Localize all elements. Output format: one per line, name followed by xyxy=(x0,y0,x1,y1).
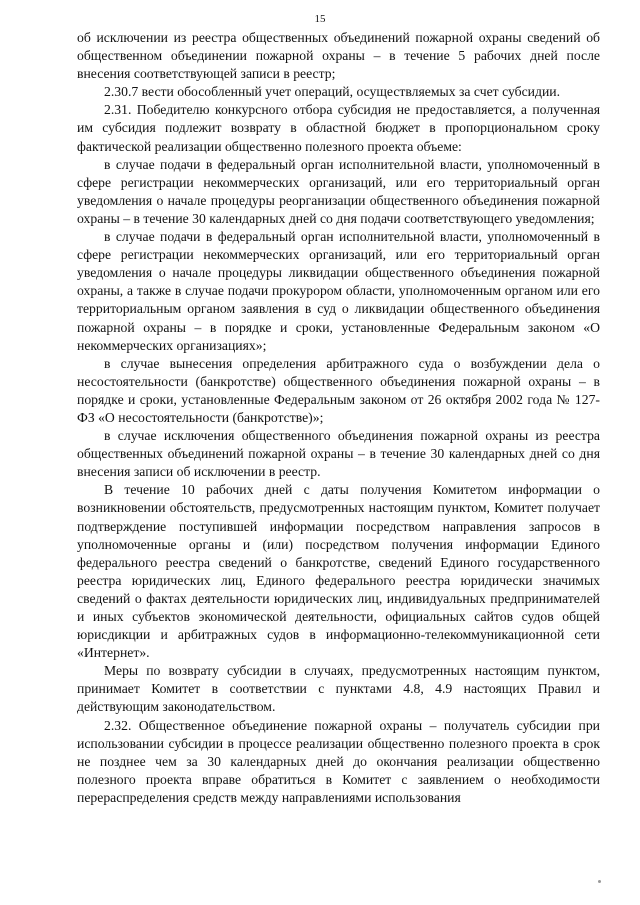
paragraph-case-registry-exclusion: в случае исключения общественного объединения пожарной охраны из реестра общественных объединений пожарной охраны – в течение 30 календарных дней со дня внесения записи об исключении в реестр. xyxy=(77,428,600,480)
paragraph-exclusion-from-registry: об исключении из реестра общественных объединений пожарной охраны сведений об общественном объединении пожарной охраны – в течение 5 рабочих дней после внесения соответствующей записи в реестр; xyxy=(77,30,600,82)
paragraph-case-bankruptcy: в случае вынесения определения арбитражного суда о возбуждении дела о несостоятельности (банкротстве) общественного объединения пожарной охраны – в порядке и сроки, установленные Федеральным законом от 26 октября 2002 года № 127-ФЗ «О несостоятельности (банкротстве)»; xyxy=(77,355,600,425)
paragraph-case-reorganization: в случае подачи в федеральный орган исполнительной власти, уполномоченный в сфере регистрации некоммерческих организаций, или его территориальный орган уведомления о начале процедуры реорганизации общественного объединения пожарной охраны – в течение 30 календарных дней со дня подачи соответствующего уведомления; xyxy=(77,156,600,226)
paragraph-case-liquidation: в случае подачи в федеральный орган исполнительной власти, уполномоченный в сфере регистрации некоммерческих организаций, или его территориальный орган уведомления о начале процедуры ликвидации общественного объединения пожарной охраны, а также в случае подачи прокурором области, уполномоченным органом или его территориальным органом заявления в суд о ликвидации общественного объединения пожарной охраны – в порядке и сроки, установленные Федеральным законом «О некоммерческих организациях»; xyxy=(77,229,600,353)
document-body xyxy=(77,29,600,807)
scan-dot-mark xyxy=(598,880,601,883)
page-number: 15 xyxy=(314,13,326,25)
paragraph-verification-10-days: В течение 10 рабочих дней с даты получения Комитетом информации о возникновении обстоятельств, предусмотренных настоящим пунктом, Комитет получает подтверждение поступившей информации посредством направления запросов в уполномоченные органы и (или) посредством получения информации Единого федерального реестра сведений о банкротстве, сведений Единого государственного реестра юридических лиц, Единого федерального реестра юридически значимых сведений о фактах деятельности юридических лиц, индивидуальных предпринимателей и иных субъектов экономической деятельности, официальных сайтов судов общей юрисдикции и арбитражных судов в информационно-телекоммуникационной сети «Интернет». xyxy=(77,482,600,661)
paragraph-return-measures: Меры по возврату субсидии в случаях, предусмотренных настоящим пунктом, принимает Комитет в соответствии с пунктами 4.8, 4.9 настоящих Правил и действующим законодательством. xyxy=(77,663,600,715)
paragraph-2-32: 2.32. Общественное объединение пожарной охраны – получатель субсидии при использовании субсидии в процессе реализации общественно полезного проекта в срок не позднее чем за 30 календарных дней до окончания реализации общественно полезного проекта вправе обратиться в Комитет с заявлением о необходимости перераспределения средств между направлениями использования xyxy=(77,717,600,805)
paragraph-2-30-7: 2.30.7 вести обособленный учет операций, осуществляемых за счет субсидии. xyxy=(104,84,561,100)
paragraph-2-31: 2.31. Победителю конкурсного отбора субсидия не предоставляется, а полученная им субсидия подлежит возврату в областной бюджет в пропорциональном сроку фактической реализации общественно полезного проекта объеме: xyxy=(77,102,600,154)
